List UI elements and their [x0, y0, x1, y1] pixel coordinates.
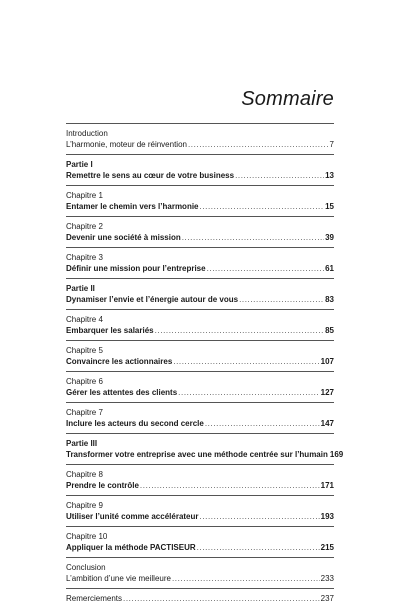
- dot-leader: [155, 326, 324, 337]
- toc-entry-label: Chapitre 1: [66, 191, 103, 200]
- toc-entry-title: Prendre le contrôle: [66, 480, 139, 490]
- toc-entry-title: Utiliser l’unité comme accélérateur: [66, 511, 199, 521]
- toc-entry[interactable]: [66, 129, 334, 150]
- dot-leader: [172, 574, 320, 585]
- toc-page-number: 127: [320, 387, 334, 397]
- toc-entry-label: Chapitre 9: [66, 501, 103, 510]
- toc-entry[interactable]: [66, 563, 334, 584]
- dot-leader: [188, 140, 329, 151]
- toc-entry-title: L’harmonie, moteur de réinvention: [66, 139, 187, 149]
- toc-entry[interactable]: [66, 191, 334, 212]
- dot-leader: [197, 543, 320, 554]
- toc-entry-title: Entamer le chemin vers l’harmonie: [66, 201, 199, 211]
- toc-entry-label: Chapitre 7: [66, 408, 103, 417]
- toc-page-number: 193: [320, 511, 334, 521]
- toc-entry-label: Conclusion: [66, 563, 106, 572]
- page-title: Sommaire: [241, 88, 334, 110]
- toc-entry-title: Inclure les acteurs du second cercle: [66, 418, 204, 428]
- toc-entry[interactable]: [66, 315, 334, 336]
- toc-page-number: 15: [325, 201, 334, 211]
- dot-leader: [207, 264, 325, 275]
- dot-leader: [178, 388, 319, 399]
- toc-page-number: 171: [320, 480, 334, 490]
- toc-part-entry[interactable]: [66, 439, 344, 460]
- toc-page-number: 85: [325, 325, 334, 335]
- toc-part-entry[interactable]: [66, 284, 334, 305]
- dot-leader: [205, 419, 320, 430]
- toc-entry[interactable]: [66, 346, 334, 367]
- toc-entry-label: Chapitre 8: [66, 470, 103, 479]
- toc-entry-label: Partie III: [66, 439, 98, 448]
- toc-entry-title: Transformer votre entreprise avec une méthode centrée sur l’humain: [66, 449, 328, 459]
- toc-entry-title: Gérer les attentes des clients: [66, 387, 178, 397]
- toc-entry-label: Chapitre 4: [66, 315, 103, 324]
- dot-leader: [140, 481, 320, 492]
- toc-part-entry[interactable]: [66, 160, 334, 181]
- dot-leader: [239, 295, 324, 306]
- toc-entry[interactable]: [66, 470, 334, 491]
- toc-entry-title: Définir une mission pour l’entreprise: [66, 263, 206, 273]
- toc-entry[interactable]: [66, 253, 334, 274]
- dot-leader: [123, 594, 320, 605]
- toc-page-number: 169: [329, 449, 344, 459]
- toc-entry-label: Chapitre 10: [66, 532, 108, 541]
- toc-page-number: 13: [325, 170, 334, 180]
- toc-entry-label: Chapitre 5: [66, 346, 103, 355]
- toc-page-number: 7: [329, 139, 334, 149]
- toc-entry-title: Remettre le sens au cœur de votre business: [66, 170, 235, 180]
- dot-leader: [173, 357, 319, 368]
- toc-page-number: 147: [320, 418, 334, 428]
- toc-entry-title: Appliquer la méthode PACTISEUR: [66, 542, 196, 552]
- table-of-contents: [66, 123, 344, 609]
- toc-page-number: 215: [320, 542, 334, 552]
- toc-entry[interactable]: [66, 501, 334, 522]
- toc-entry-title: Embarquer les salariés: [66, 325, 154, 335]
- toc-entry[interactable]: [66, 408, 334, 429]
- toc-entry-label: Partie I: [66, 160, 93, 169]
- toc-entry[interactable]: [66, 532, 334, 553]
- toc-entry-label: Chapitre 6: [66, 377, 103, 386]
- toc-entry-label: Introduction: [66, 129, 108, 138]
- dot-leader: [182, 233, 324, 244]
- dot-leader: [200, 202, 325, 213]
- toc-page-number: 233: [320, 573, 334, 583]
- dot-leader: [200, 512, 320, 523]
- toc-page-number: 39: [325, 232, 334, 242]
- toc-entry-label: Chapitre 3: [66, 253, 103, 262]
- toc-entry[interactable]: [66, 222, 334, 243]
- toc-entry-title: Devenir une société à mission: [66, 232, 181, 242]
- toc-entry-title: L’ambition d’une vie meilleure: [66, 573, 171, 583]
- dot-leader: [235, 171, 324, 182]
- toc-entry-title: Dynamiser l’envie et l’énergie autour de vous: [66, 294, 239, 304]
- toc-entry-title: Convaincre les actionnaires: [66, 356, 173, 366]
- toc-entry-label: Partie II: [66, 284, 95, 293]
- toc-page-number: 61: [325, 263, 334, 273]
- toc-entry-label: Chapitre 2: [66, 222, 103, 231]
- toc-page-number: 237: [320, 594, 334, 603]
- toc-entry[interactable]: [66, 594, 334, 605]
- toc-entry[interactable]: [66, 377, 334, 398]
- toc-page-number: 83: [325, 294, 334, 304]
- toc-page-number: 107: [320, 356, 334, 366]
- toc-entry-title: Remerciements: [66, 594, 123, 603]
